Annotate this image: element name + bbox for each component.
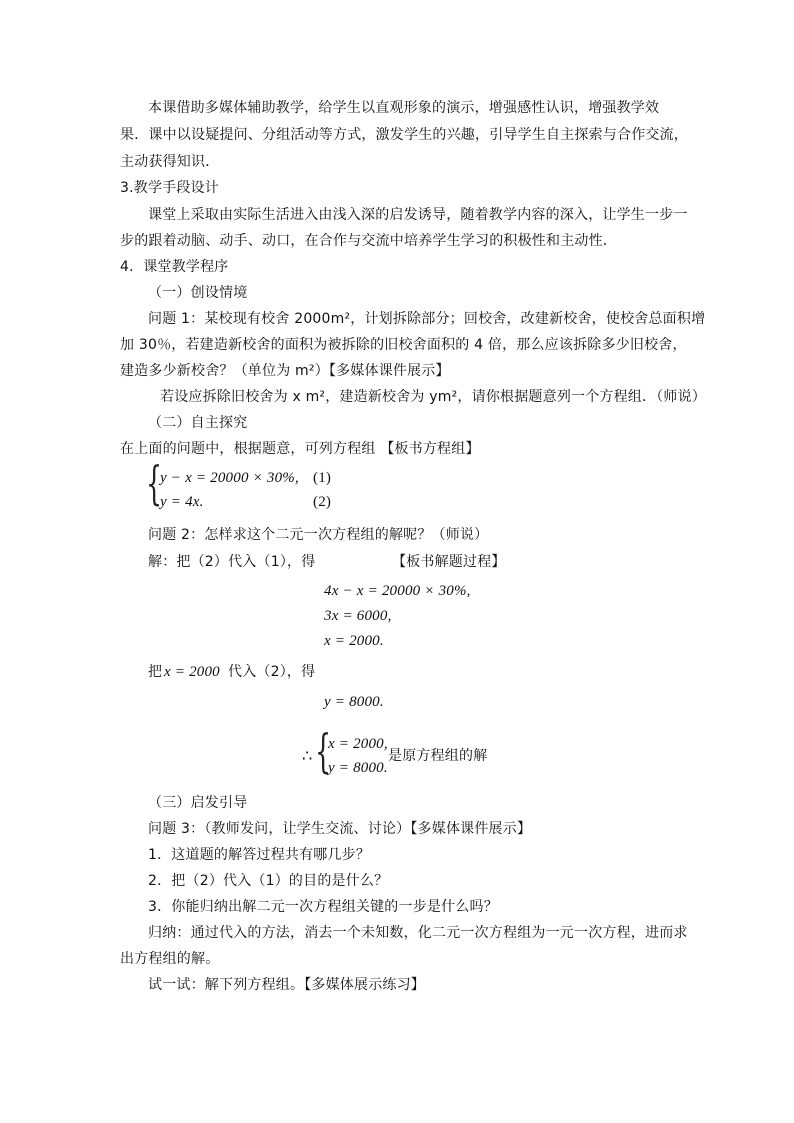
- paragraph-line: 课堂上采取由实际生活进入由浅入深的启发诱导，随着教学内容的深入，让学生一步一: [148, 207, 688, 223]
- left-brace: {: [315, 724, 332, 778]
- conclusion-text: 是原方程组的解: [388, 748, 488, 764]
- solution-step-1: 4x − x = 20000 × 30%,: [324, 583, 471, 599]
- paragraph-line: 果．课中以设疑提问、分组活动等方式，激发学生的兴趣，引导学生自主探索与合作交流，: [120, 127, 688, 143]
- paragraph-line: 归纳：通过代入的方法，消去一个未知数，化二元一次方程组为一元一次方程，进而求: [148, 925, 688, 941]
- y-result: y = 8000.: [324, 694, 384, 710]
- equation-tag-2: (2): [313, 494, 332, 510]
- substitute-value: x = 2000: [164, 664, 220, 680]
- equation-1: y − x = 20000 × 30%,: [160, 470, 299, 486]
- paragraph-line: 试一试：解下列方程组。【多媒体展示练习】: [148, 977, 425, 993]
- paragraph-line: 若设应拆除旧校舍为 x m²，建造新校舍为 ym²，请你根据题意列一个方程组．（师说）: [160, 389, 707, 405]
- paragraph-line: 本课借助多媒体辅助教学，给学生以直观形象的演示，增强感性认识，增强教学效: [148, 100, 660, 116]
- subsection-heading: （三）启发引导: [148, 795, 248, 811]
- paragraph-line: 步的跟着动脑、动手、动口，在合作与交流中培养学生学习的积极性和主动性．: [120, 233, 617, 249]
- section-heading: 4．课堂教学程序: [120, 259, 229, 275]
- paragraph-line: 问题 3：（教师发问，让学生交流、讨论）【多媒体课件展示】: [148, 821, 532, 837]
- subsection-heading: （二）自主探究: [148, 415, 248, 431]
- paragraph-line: 问题 1：某校现有校舍 2000m²，计划拆除部分；回校舍，改建新校舍，使校舍总面积增: [148, 311, 706, 327]
- therefore-symbol: ∴: [302, 746, 313, 765]
- solution-step-2: 3x = 6000,: [324, 608, 392, 624]
- left-brace: {: [146, 456, 163, 510]
- equation-tag-1: (1): [313, 470, 332, 486]
- solution-tag: 【板书解题过程】: [392, 554, 506, 570]
- equation-2: y = 4x.: [160, 494, 204, 510]
- solution-step-3: x = 2000.: [324, 633, 384, 649]
- paragraph-line: 建造多少新校舍？（单位为 m²）【多媒体课件展示】: [120, 363, 450, 379]
- paragraph-line: 主动获得知识．: [120, 154, 220, 170]
- subsection-heading: （一）创设情境: [148, 285, 248, 301]
- list-item: 1．这道题的解答过程共有哪几步？: [148, 847, 371, 863]
- substitute-suffix: 代入（2），得: [228, 664, 316, 680]
- paragraph-line: 出方程组的解。: [120, 951, 220, 967]
- final-y: y = 8000.: [328, 760, 388, 776]
- list-item: 3．你能归纳出解二元一次方程组关键的一步是什么吗？: [148, 899, 498, 915]
- section-heading: 3.教学手段设计: [120, 180, 219, 196]
- solution-intro: 解：把（2）代入（1），得: [148, 554, 316, 570]
- paragraph-line: 加 30％，若建造新校舍的面积为被拆除的旧校舍面积的 4 倍，那么应该拆除多少旧校舍，: [120, 337, 687, 353]
- list-item: 2．把（2）代入（1）的目的是什么？: [148, 873, 389, 889]
- paragraph-line: 问题 2：怎样求这个二元一次方程组的解呢？（师说）: [148, 527, 489, 543]
- final-x: x = 2000,: [328, 736, 388, 752]
- substitute-prefix: 把: [148, 664, 163, 680]
- paragraph-line: 在上面的问题中，根据题意，可列方程组 【板书方程组】: [120, 441, 480, 457]
